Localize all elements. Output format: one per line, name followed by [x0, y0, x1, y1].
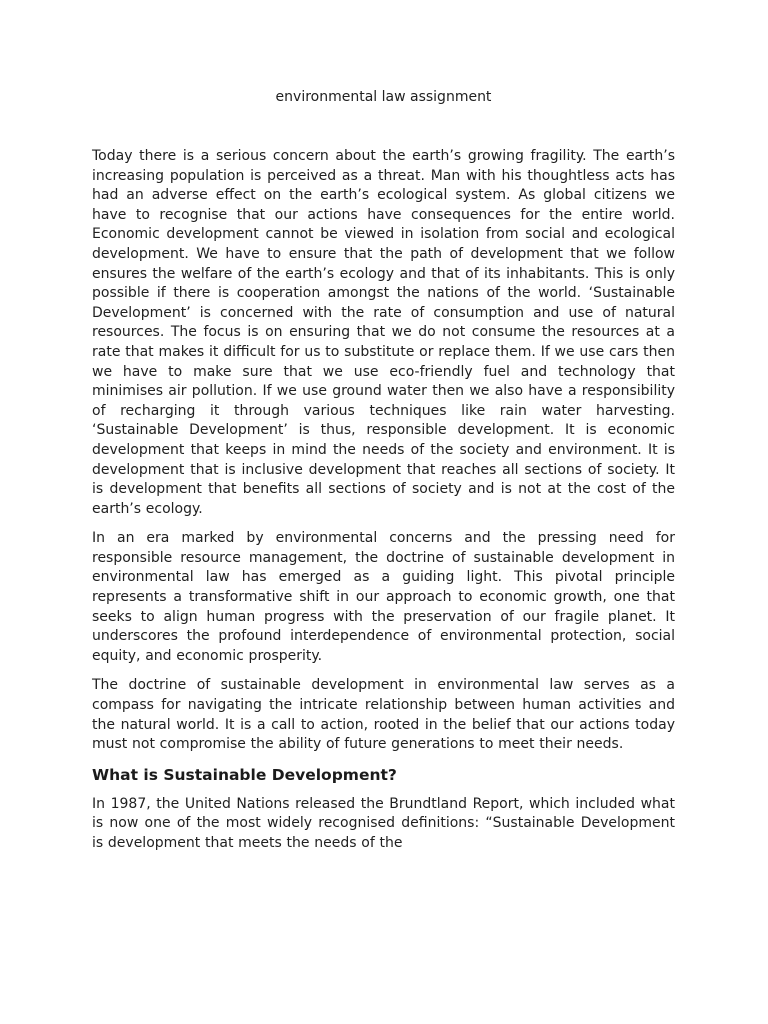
paragraph-doctrine: The doctrine of sustainable development in environmental law serves as a compass for navigating the intricate relationship between human activities and the natural world. It is a call to action, rooted in the belief that our actions today must not compromise the ability of future generations to meet their needs. — [92, 677, 675, 753]
document-title: environmental law assignment — [275, 89, 492, 105]
section-heading-what-is-sustainable-development: What is Sustainable Development? — [92, 765, 397, 784]
paragraph-brundtland: In 1987, the United Nations released the Brundtland Report, which included what is now one of the most widely recognised definitions: “Sustainable Development is development that meets the needs of the — [92, 795, 675, 851]
paragraph-intro: Today there is a serious concern about the earth’s growing fragility. The earth’s increasing population is perceived as a threat. Man with his thoughtless acts has had an adverse effect on the earth’s ecological system. As global citizens we have to recognise that our actions have consequences for the entire world. Economic development cannot be viewed in isolation from social and ecological development. We have to ensure that the path of development that we follow ensures the welfare of the earth’s ecology and that of its inhabitants. This is only possible if there is cooperation amongst the nations of the world. ‘Sustainable Development’ is concerned with the rate of consumption and use of natural resources. The focus is on ensuring that we do not consume the resources at a rate that makes it difficult for us to substitute or replace them. If we use cars then we have to make sure that we use eco-friendly fuel and technology that minimises air pollution. If we use ground water then we also have a responsibility of recharging it through various techniques like rain water harvesting. ‘Sustainable Development’ is thus, responsible development. It is economic development that keeps in mind the needs of the society and environment. It is development that is inclusive development that reaches all sections of society. It is development that benefits all sections of society and is not at the cost of the earth’s ecology. — [92, 148, 675, 517]
paragraph-era: In an era marked by environmental concerns and the pressing need for responsible resource management, the doctrine of sustainable development in environmental law has emerged as a guiding light. This pivotal principle represents a transformative shift in our approach to economic growth, one that seeks to align human progress with the preservation of our fragile planet. It underscores the profound interdependence of environmental protection, social equity, and economic prosperity. — [92, 530, 675, 664]
